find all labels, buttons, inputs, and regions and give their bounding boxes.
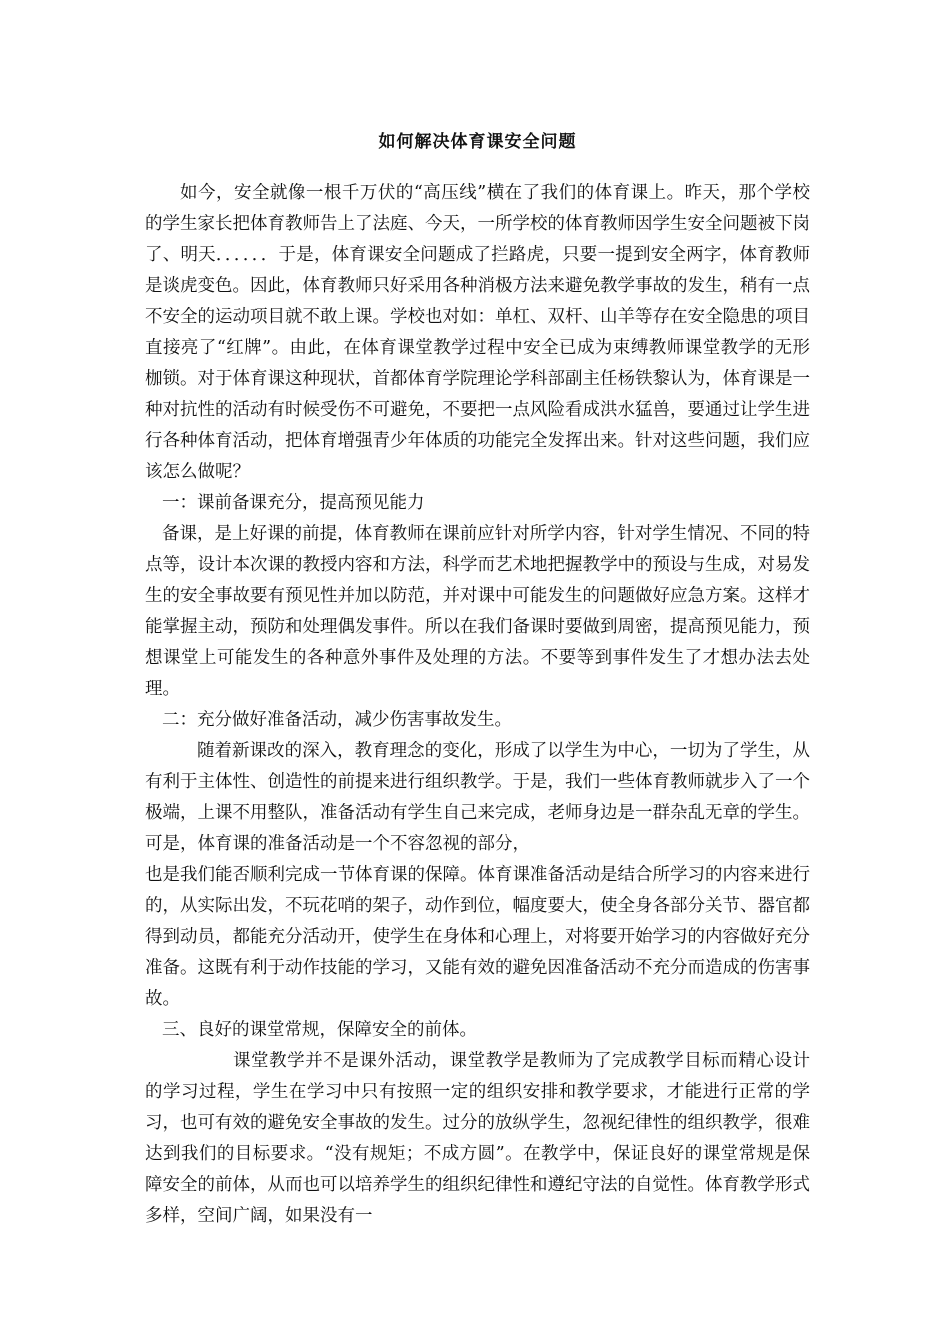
section-heading-2: 二：充分做好准备活动，减少伤害事故发生。: [162, 710, 512, 730]
paragraph-section-3: 课堂教学并不是课外活动，课堂教学是教师为了完成教学目标而精心设计的学习过程，学生在学习中只有按照一定的组织安排和教学要求，才能进行正常的学习，也可有效的避免安全事故的发生。过分的放纵学生，忽视纪律性的组织教学，很难达到我们的目标要求。“没有规矩；不成方圆”。在教学中，保证良好的课堂常规是保障安全的前体，从而也可以培养学生的组织纪律性和遵纪守法的自觉性。体育教学形式多样，空间广阔，如果没有一: [145, 1051, 810, 1226]
paragraph-section-2a: 随着新课改的深入，教育理念的变化，形成了以学生为中心，一切为了学生，从有利于主体性、创造性的前提来进行组织教学。于是，我们一些体育教师就步入了一个极端，上课不用整队，准备活动有学生自己来完成，老师身边是一群杂乱无章的学生。可是，体育课的准备活动是一个不容忽视的部分，: [145, 741, 810, 854]
document-title: 如何解决体育课安全问题: [378, 132, 577, 152]
section-heading-1: 一：课前备课充分，提高预见能力: [162, 493, 425, 513]
document-page: [145, 128, 810, 1232]
paragraph-section-1: 备课，是上好课的前提，体育教师在课前应针对所学内容，针对学生情况、不同的特点等，设计本次课的教授内容和方法，科学而艺术地把握教学中的预设与生成，对易发生的安全事故要有预见性并加以防范，并对课中可能发生的问题做好应急方案。这样才能掌握主动，预防和处理偶发事件。所以在我们备课时要做到周密，提高预见能力，预想课堂上可能发生的各种意外事件及处理的方法。不要等到事件发生了才想办法去处理。: [145, 524, 810, 699]
section-heading-3: 三、良好的课堂常规，保障安全的前体。: [162, 1020, 477, 1040]
paragraph-section-2b: 也是我们能否顺利完成一节体育课的保障。体育课准备活动是结合所学习的内容来进行的，从实际出发，不玩花哨的架子，动作到位，幅度要大，使全身各部分关节、器官都得到动员，都能充分活动开，使学生在身体和心理上，对将要开始学习的内容做好充分准备。这既有利于动作技能的学习，又能有效的避免因准备活动不充分而造成的伤害事故。: [145, 865, 810, 1009]
paragraph-intro: 如今，安全就像一根千万伏的“高压线”横在了我们的体育课上。昨天，那个学校的学生家长把体育教师告上了法庭、今天，一所学校的体育教师因学生安全问题被下岗了、明天．．．．．．于是，体育课安全问题成了拦路虎，只要一提到安全两字，体育教师是谈虎变色。因此，体育教师只好采用各种消极方法来避免教学事故的发生，稍有一点不安全的运动项目就不敢上课。学校也对如：单杠、双杆、山羊等存在安全隐患的项目直接亮了“红牌”。由此，在体育课堂教学过程中安全已成为束缚教师课堂教学的无形枷锁。对于体育课这种现状，首都体育学院理论学科部副主任杨铁黎认为，体育课是一种对抗性的活动有时候受伤不可避免，不要把一点风险看成洪水猛兽，要通过让学生进行各种体育活动，把体育增强青少年体质的功能完全发挥出来。针对这些问题，我们应该怎么做呢？: [145, 183, 810, 482]
